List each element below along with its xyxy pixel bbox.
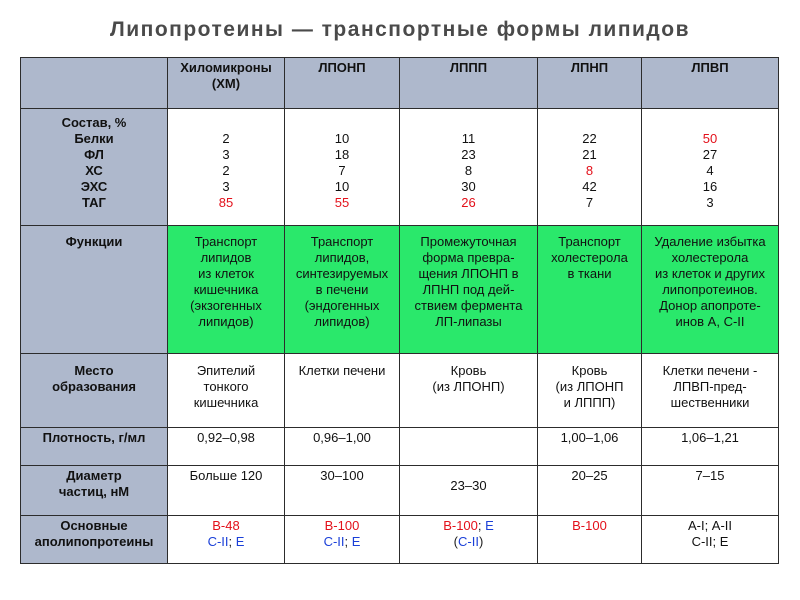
diameter-hm: Больше 120	[168, 466, 285, 516]
diameter-lppp: 23–30	[400, 466, 538, 516]
composition-value: 11	[461, 131, 476, 146]
header-hm	[168, 58, 285, 109]
corner-cell	[21, 58, 168, 109]
functions-line: липидов)	[198, 314, 254, 329]
density-lpnp: 1,00–1,06	[538, 428, 642, 466]
functions-line: липидов,	[314, 250, 370, 265]
header-lponp: ЛПОНП	[285, 58, 400, 109]
functions-line: Транспорт	[310, 234, 374, 249]
functions-lpvp	[642, 226, 779, 354]
apo-line: В-100	[324, 518, 360, 533]
composition-value: 21	[582, 147, 597, 162]
functions-line: в ткани	[567, 266, 612, 281]
composition-label	[21, 109, 168, 226]
diameter-label	[21, 466, 168, 516]
composition-value: 7	[338, 163, 346, 178]
composition-row	[21, 109, 779, 226]
apo-label-line: аполипопротеины	[34, 534, 154, 549]
diameter-lpnp: 20–25	[538, 466, 642, 516]
functions-line: липопротеинов.	[662, 282, 758, 297]
density-row	[21, 428, 779, 466]
origin-line: Клетки печени -	[662, 363, 758, 378]
origin-lppp	[400, 354, 538, 428]
origin-line: (из ЛПОНП	[555, 379, 624, 394]
composition-value-highlight: 85	[218, 195, 234, 210]
functions-line: из клеток	[198, 266, 254, 281]
header-hm-line: Хиломикроны	[180, 60, 272, 75]
functions-line: (экзогенных	[190, 298, 262, 313]
composition-value: 23	[461, 147, 476, 162]
origin-line: тонкого	[203, 379, 249, 394]
composition-value: 2	[222, 163, 230, 178]
apo-hm	[168, 516, 285, 564]
functions-line: холестерола	[551, 250, 628, 265]
composition-lponp	[285, 109, 400, 226]
apo-lpvp	[642, 516, 779, 564]
density-lpvp: 1,06–1,21	[642, 428, 779, 466]
functions-line: ЛП-липазы	[435, 314, 502, 329]
lipoprotein-table	[20, 57, 779, 564]
apo-line: В-100	[572, 518, 607, 533]
composition-label-line: Белки	[74, 131, 114, 146]
apo-value: Е	[485, 518, 494, 533]
diameter-lpvp: 7–15	[642, 466, 779, 516]
header-lpnp: ЛПНП	[538, 58, 642, 109]
composition-value: 22	[582, 131, 597, 146]
apo-line: А-I; А-II	[687, 518, 733, 533]
apo-separator: ;	[228, 534, 236, 549]
functions-row	[21, 226, 779, 354]
origin-line: Кровь	[571, 363, 608, 378]
apo-lppp	[400, 516, 538, 564]
functions-line: холестерола	[671, 250, 749, 265]
apo-line	[288, 534, 396, 550]
page-title: Липопротеины — транспортные формы липидов	[110, 18, 690, 41]
density-hm: 0,92–0,98	[168, 428, 285, 466]
origin-line: и ЛППП)	[563, 395, 616, 410]
composition-value: 42	[582, 179, 597, 194]
density-label: Плотность, г/мл	[21, 428, 168, 466]
origin-row	[21, 354, 779, 428]
header-hm-line: (ХМ)	[211, 76, 241, 91]
origin-label-line: образования	[52, 379, 136, 394]
functions-line: кишечника	[193, 282, 259, 297]
functions-line: липидов)	[314, 314, 370, 329]
apo-value: Е	[235, 534, 245, 549]
composition-lpnp	[538, 109, 642, 226]
diameter-row	[21, 466, 779, 516]
composition-label-line: ХС	[85, 163, 103, 178]
origin-hm	[168, 354, 285, 428]
apo-line	[403, 534, 534, 550]
functions-line: Транспорт	[558, 234, 621, 249]
apo-separator: ;	[477, 518, 486, 533]
composition-value: 3	[222, 147, 230, 162]
functions-line: форма превра-	[422, 250, 515, 265]
apo-value: С-II	[458, 534, 479, 549]
apo-lponp	[285, 516, 400, 564]
diameter-label-line: частиц, нМ	[58, 484, 130, 499]
composition-value: 10	[334, 131, 350, 146]
origin-line: Кровь	[450, 363, 487, 378]
origin-line: (из ЛПОНП)	[432, 379, 505, 394]
functions-hm	[168, 226, 285, 354]
functions-lponp	[285, 226, 400, 354]
composition-value: 2	[222, 131, 230, 146]
origin-lpvp	[642, 354, 779, 428]
origin-line: Клетки печени	[298, 363, 386, 378]
functions-line: ЛПНП под дей-	[422, 282, 515, 297]
functions-lppp	[400, 226, 538, 354]
composition-label-line: ТАГ	[82, 195, 106, 210]
apo-value: С-II	[207, 534, 229, 549]
composition-value: 30	[461, 179, 476, 194]
composition-value-highlight: 26	[461, 195, 476, 210]
origin-label	[21, 354, 168, 428]
apo-value: Е	[351, 534, 361, 549]
functions-line: инов А, С-II	[675, 314, 745, 329]
header-lpvp: ЛПВП	[642, 58, 779, 109]
origin-label-line: Место	[74, 363, 114, 378]
apo-paren: )	[478, 534, 484, 549]
composition-label-line: ФЛ	[84, 147, 104, 162]
diameter-lponp: 30–100	[285, 466, 400, 516]
functions-line: Транспорт	[194, 234, 258, 249]
functions-line: (эндогенных	[304, 298, 380, 313]
origin-line: Эпителий	[196, 363, 256, 378]
composition-value: 3	[706, 195, 714, 210]
functions-line: синтезируемых	[295, 266, 389, 281]
functions-line: щения ЛПОНП в	[418, 266, 519, 281]
header-row	[21, 58, 779, 109]
apo-label-line: Основные	[60, 518, 128, 533]
functions-lpnp	[538, 226, 642, 354]
functions-line: Донор апопроте-	[659, 298, 761, 313]
composition-value-highlight: 50	[702, 131, 718, 146]
apo-value: В-100	[443, 518, 478, 533]
functions-line: из клеток и других	[655, 266, 765, 281]
composition-value-highlight: 55	[334, 195, 350, 210]
composition-value: 8	[464, 163, 473, 178]
origin-lpnp	[538, 354, 642, 428]
composition-hm	[168, 109, 285, 226]
origin-line: ЛПВП-пред-	[673, 379, 747, 394]
functions-line: ствием фермента	[414, 298, 523, 313]
composition-label-line: Состав, %	[61, 115, 127, 130]
composition-value: 10	[334, 179, 350, 194]
apo-line: С-II; Е	[691, 534, 729, 549]
composition-value: 3	[222, 179, 230, 194]
composition-value: 18	[334, 147, 350, 162]
composition-lpvp	[642, 109, 779, 226]
apo-line: В-48	[212, 518, 240, 533]
functions-line: в печени	[315, 282, 369, 297]
composition-value: 16	[702, 179, 718, 194]
functions-line: Удаление избытка	[654, 234, 766, 249]
origin-line: шественники	[670, 395, 750, 410]
density-lponp: 0,96–1,00	[285, 428, 400, 466]
origin-line: кишечника	[193, 395, 259, 410]
apo-value: С-II	[323, 534, 345, 549]
composition-value: 27	[702, 147, 718, 162]
apo-row	[21, 516, 779, 564]
composition-value: 4	[706, 163, 714, 178]
density-lppp	[400, 428, 538, 466]
apo-lpnp	[538, 516, 642, 564]
apo-paren: (	[453, 534, 459, 549]
diameter-label-line: Диаметр	[66, 468, 122, 483]
apo-line	[171, 534, 281, 550]
functions-line: липидов	[200, 250, 252, 265]
origin-lponp	[285, 354, 400, 428]
composition-lppp	[400, 109, 538, 226]
functions-label: Функции	[21, 226, 168, 354]
functions-line: Промежуточная	[420, 234, 517, 249]
apo-separator: ;	[344, 534, 352, 549]
composition-label-line: ЭХС	[80, 179, 108, 194]
apo-line	[403, 518, 534, 534]
composition-value: 7	[585, 195, 594, 210]
composition-value-highlight: 8	[585, 163, 594, 178]
apo-label	[21, 516, 168, 564]
header-lppp: ЛППП	[400, 58, 538, 109]
